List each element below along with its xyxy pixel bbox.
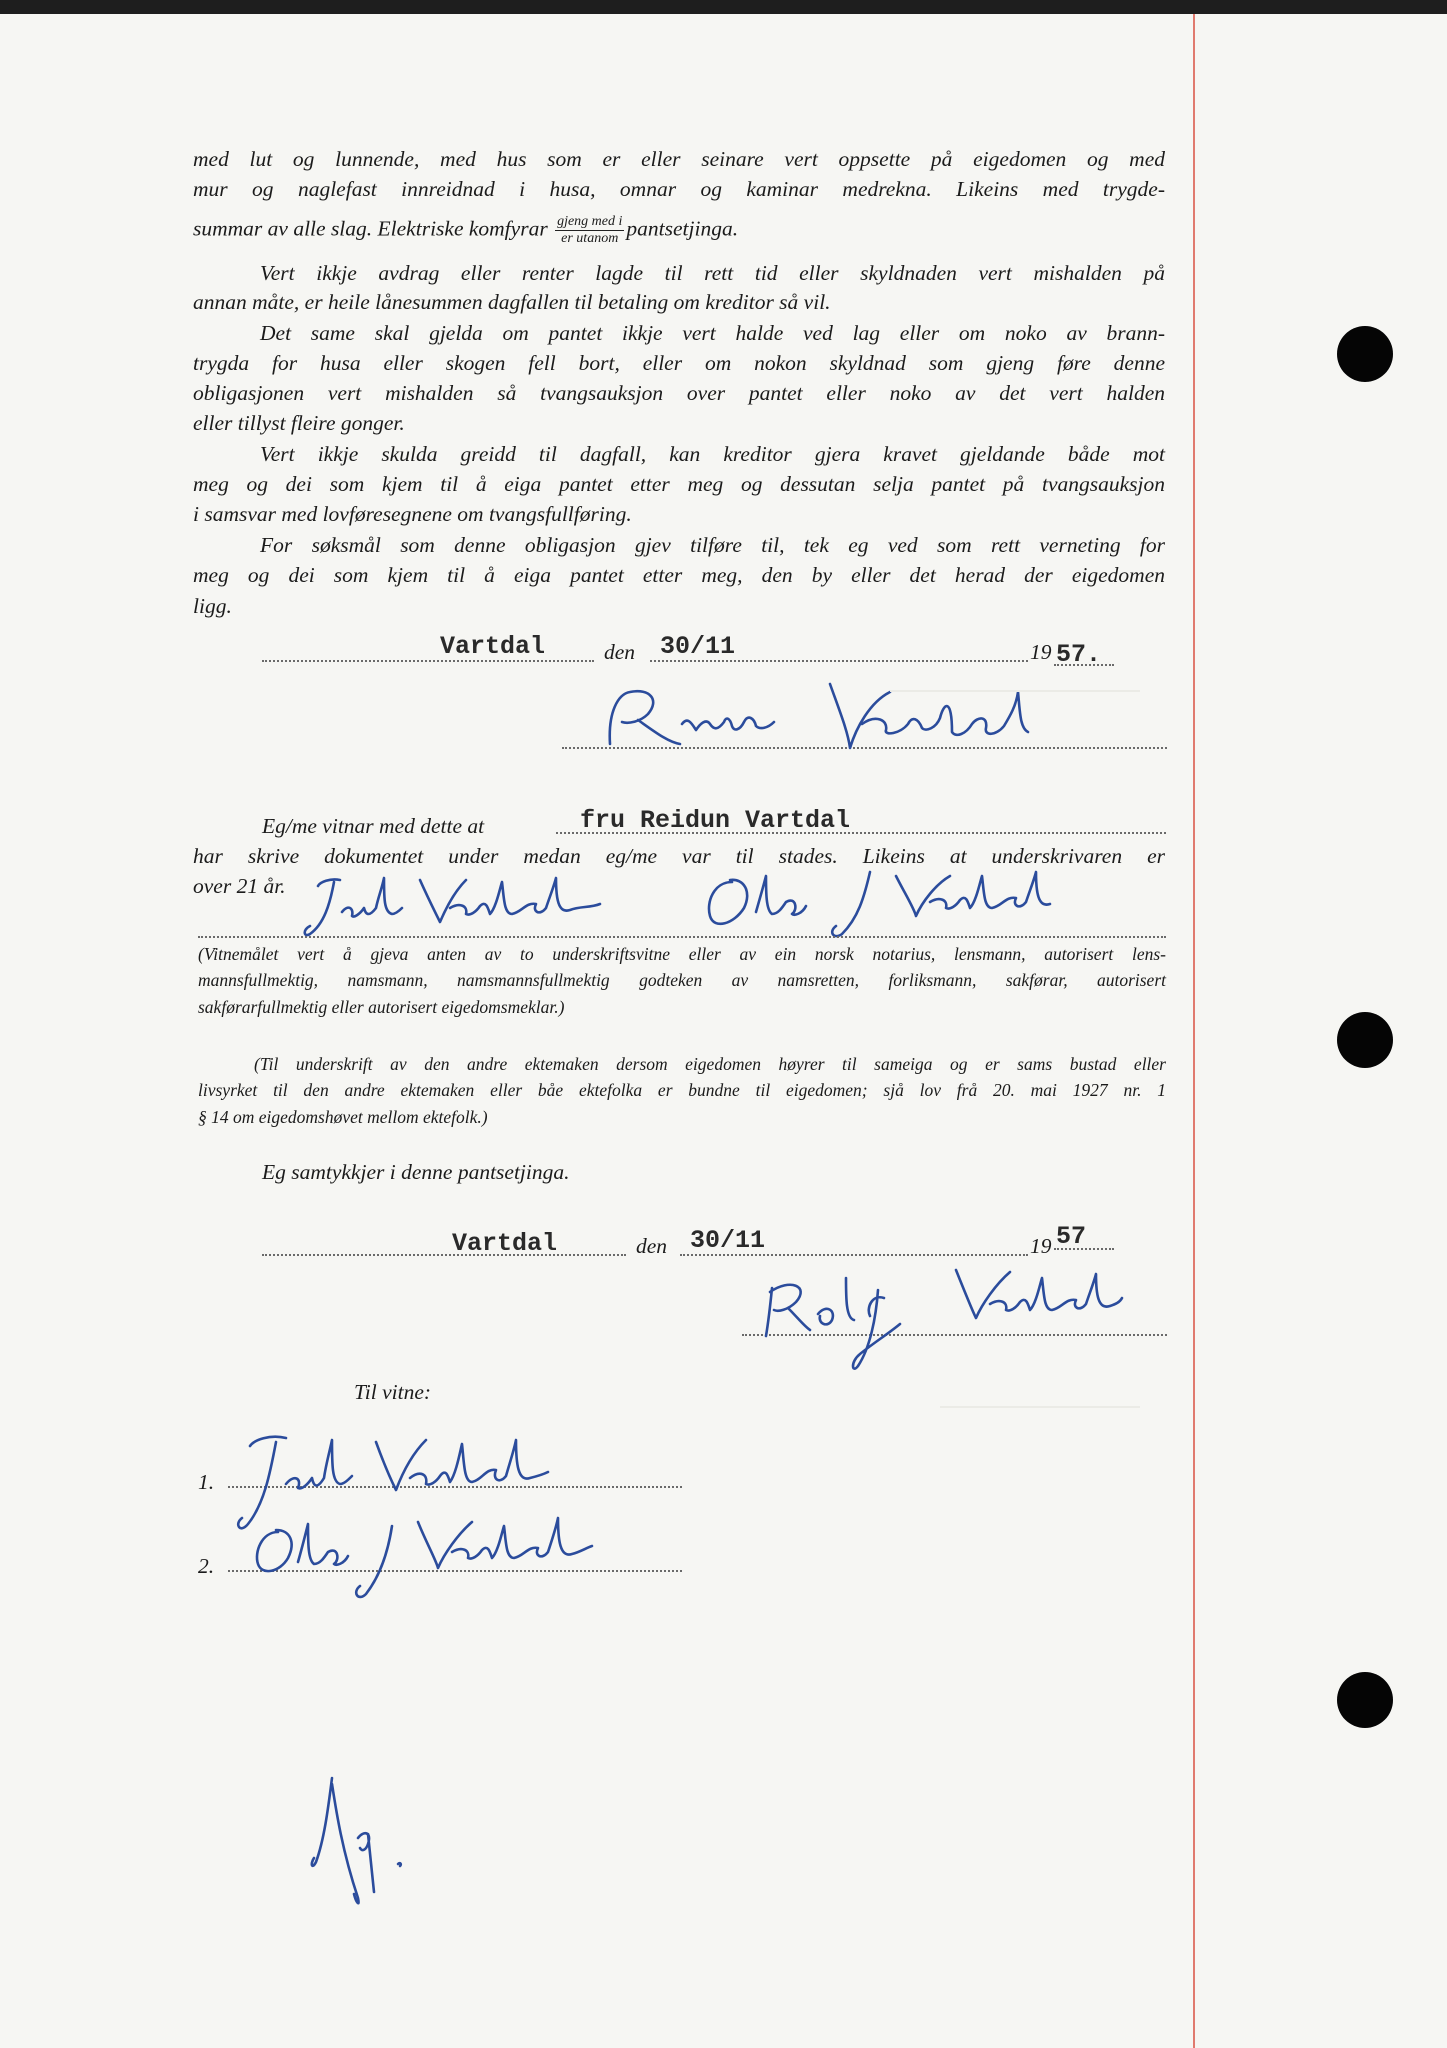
spouse-signature bbox=[760, 1258, 1160, 1388]
owner-signature bbox=[600, 672, 1070, 762]
place-typed: Vartdal bbox=[440, 632, 546, 661]
year-prefix: 19 bbox=[1030, 640, 1052, 664]
witness-subject-name: fru Reidun Vartdal bbox=[580, 806, 851, 835]
body-line: Vert ikkje avdrag eller renter lagde til rett tid eller skyldnaden vert mishalden på bbox=[260, 261, 1165, 285]
body-line: Det same skal gjelda om pantet ikkje vert halde ved lag eller om noko av brann- bbox=[260, 321, 1165, 345]
fraction-bottom: er utanom bbox=[561, 231, 619, 246]
bleed-through-mark bbox=[890, 690, 1140, 692]
body-line: med lut og lunnende, med hus som er eller seinare vert oppsette på eigedomen og med bbox=[193, 147, 1165, 171]
body-line: meg og dei som kjem til å eiga pantet etter meg og dessutan selja pantet på tvangsauksjon bbox=[193, 472, 1165, 496]
den-label: den bbox=[604, 640, 636, 664]
bleed-through-mark bbox=[940, 1406, 1140, 1408]
initials-mark bbox=[310, 1770, 430, 1920]
margin-rule bbox=[1193, 14, 1195, 2048]
note-line: (Til underskrift av den andre ektemaken dersom eigedomen høyrer til sameiga og er sams bustad eller bbox=[254, 1054, 1166, 1074]
witness-number: 2. bbox=[198, 1554, 215, 1578]
body-line: ligg. bbox=[193, 594, 232, 618]
body-line: i samsvar med lovføresegnene om tvangsfullføring. bbox=[193, 502, 632, 526]
year-dotted-line-2 bbox=[1054, 1248, 1114, 1250]
body-text: pantsetjinga. bbox=[626, 216, 739, 241]
year-typed: 57. bbox=[1056, 640, 1102, 669]
fraction-top: gjeng med i bbox=[557, 214, 623, 229]
note-line: (Vitnemålet vert å gjeva anten av to underskriftsvitne eller av ein norsk notarius, lensmann, autorisert lens- bbox=[198, 944, 1166, 964]
body-line: annan måte, er heile lånesummen dagfallen til betaling om kreditor så vil. bbox=[193, 290, 831, 314]
place-dotted-line-2 bbox=[262, 1254, 626, 1256]
note-line: sakførarfullmektig eller autorisert eigedomsmeklar.) bbox=[198, 997, 565, 1017]
body-line: For søksmål som denne obligasjon gjev tilføre til, tek eg ved som rett verneting for bbox=[260, 533, 1165, 557]
body-line: trygda for husa eller skogen fell bort, eller om nokon skyldnad som gjeng føre denne bbox=[193, 351, 1165, 375]
body-line-with-fraction bbox=[193, 214, 738, 247]
body-text: summar av alle slag. Elektriske komfyrar bbox=[193, 216, 548, 241]
place-typed-2: Vartdal bbox=[452, 1229, 558, 1258]
year-dotted-line bbox=[1054, 664, 1114, 666]
witness-2-signature bbox=[250, 1500, 690, 1610]
year-typed-2: 57 bbox=[1056, 1222, 1087, 1251]
note-line: livsyrket til den andre ektemaken eller båe ektefolka er bundne til eigedomen; sjå lov frå 20. mai 1927 nr. 1 bbox=[198, 1080, 1166, 1100]
til-vitne-label: Til vitne: bbox=[354, 1380, 432, 1404]
body-line: Vert ikkje skulda greidd til dagfall, kan kreditor gjera kravet gjeldande både mot bbox=[260, 442, 1165, 466]
note-line: mannsfullmektig, namsmann, namsmannsfullmektig godteken av namsretten, forliksmann, sakførar, autorisert bbox=[198, 970, 1166, 990]
body-line: eller tillyst fleire gonger. bbox=[193, 411, 405, 435]
body-line: meg og dei som kjem til å eiga pantet etter meg, den by eller det herad der eigedomen bbox=[193, 563, 1165, 587]
witness-statement-label: Eg/me vitnar med dette at bbox=[262, 814, 485, 838]
scan-edge bbox=[0, 0, 1447, 14]
year-prefix-2: 19 bbox=[1030, 1234, 1052, 1258]
punch-hole-middle bbox=[1337, 1012, 1393, 1068]
body-line: obligasjonen vert mishalden så tvangsauksjon over pantet eller noko av det vert halden bbox=[193, 381, 1165, 405]
den-label-2: den bbox=[636, 1234, 668, 1258]
witness-number: 1. bbox=[198, 1470, 215, 1494]
note-line: § 14 om eigedomshøvet mellom ektefolk.) bbox=[198, 1107, 488, 1127]
punch-hole-bottom bbox=[1337, 1672, 1393, 1728]
witness-signature-dotted-line bbox=[198, 936, 1166, 938]
punch-hole-top bbox=[1337, 326, 1393, 382]
witness-2-signature-inline bbox=[700, 862, 1180, 952]
witness-statement-line: har skrive dokumentet under medan eg/me var til stades. Likeins at underskrivaren er bbox=[193, 844, 1165, 868]
body-line: mur og naglefast innreidnad i husa, omnar og kaminar medrekna. Likeins med trygde- bbox=[193, 177, 1165, 201]
fraction-choice bbox=[555, 214, 624, 247]
date-typed-2: 30/11 bbox=[690, 1226, 766, 1255]
date-typed: 30/11 bbox=[660, 632, 736, 661]
witness-statement-line: over 21 år. bbox=[193, 874, 286, 898]
consent-text: Eg samtykkjer i denne pantsetjinga. bbox=[262, 1160, 570, 1184]
